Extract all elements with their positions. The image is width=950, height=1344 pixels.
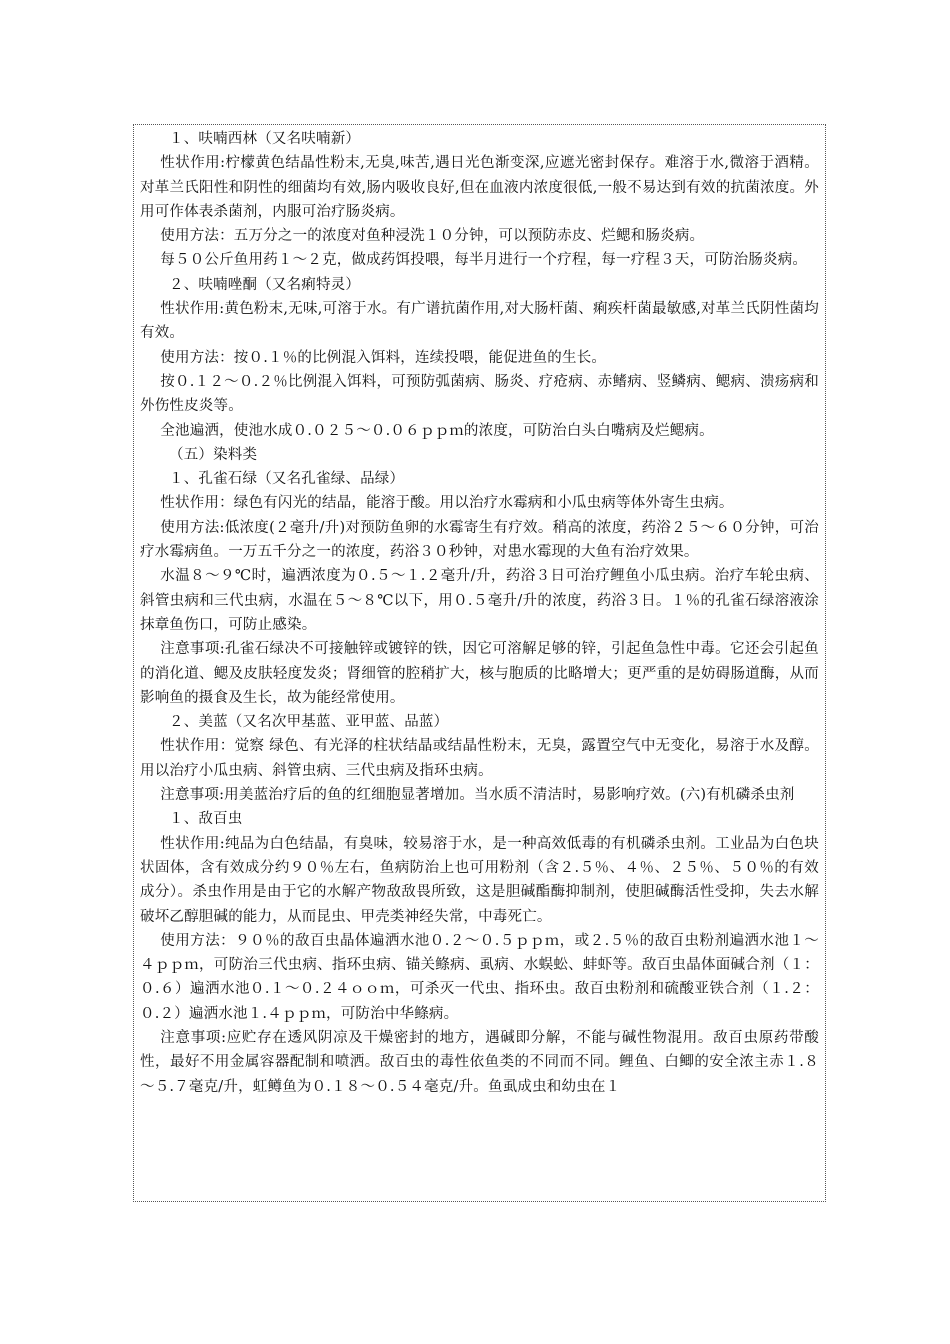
paragraph-trichlorfon-usage: 使用方法：９０％的敌百虫晶体遍洒水池０.２～０.５ｐｐｍ，或２.５％的敌百虫粉剂遍洒水池１～４ｐｐｍ，可防治三代虫病、指环虫病、锚关鲦病、虱病、水蜈蚣、蚌虾等。敌百虫晶体面碱合剂（１：０.６）遍洒水池０.１～０.２４ｏｏｍ，可杀灭一代虫、指环虫。敌百虫粉剂和硫酸亚铁合剂（１.２：０.２）遍洒水池１.４ｐｐｍ，可防治中华鲦病。 <box>140 932 819 1022</box>
paragraph-furazolidone-properties: 性状作用:黄色粉末,无味,可溶于水。有广谱抗菌作用,对大肠杆菌、痢疾杆菌最敏感,对革兰氏阴性菌均有效。 <box>140 301 819 342</box>
paragraph-trichlorfon-properties: 性状作用:纯品为白色结晶，有臭味，较易溶于水，是一种高效低毒的有机磷杀虫剂。工业品为白色块状固体，含有效成分约９０％左右，鱼病防治上也可用粉剂（含２.５％、４％、２５％、５０％的有效成分）。杀虫作用是由于它的水解产物敌敌畏所致，这是胆碱酯酶抑制剂，使胆碱酶活性受抑，失去水解破坏乙醇胆碱的能力，从而昆虫、甲壳类神经失常，中毒死亡。 <box>140 835 819 925</box>
paragraph-furacilin-properties: 性状作用:柠檬黄色结晶性粉末,无臭,味苦,遇日光色渐变深,应遮光密封保存。难溶于水,微溶于酒精。对革兰氏阳性和阴性的细菌均有效,肠内吸收良好,但在血液内浓度很低,一般不易达到有效的抗菌浓度。外用可作体表杀菌剂，内服可治疗肠炎病。 <box>140 155 819 220</box>
paragraph-methylene-properties: 性状作用：觉察 绿色、有光泽的柱状结晶或结晶性粉末，无臭，露置空气中无变化，易溶于水及醇。用以治疗小瓜虫病、斜管虫病、三代虫病及指环虫病。 <box>140 738 819 779</box>
paragraph-methylene-cautions: 注意事项:用美蓝治疗后的鱼的红细胞显著增加。当水质不清洁时，易影响疗效。(六)有机磷杀虫剂 <box>160 787 795 804</box>
paragraph-malachite-temperature: 水温８～９℃时，遍洒浓度为０.５～１.２毫升/升，药浴３日可治疗鲤鱼小瓜虫病。治疗车轮虫病、斜管虫病和三代虫病，水温在５～８℃以下，用０.５毫升/升的浓度，药浴３日。１％的孔雀石绿溶液涂抹章鱼伤口，可防止感染。 <box>140 568 819 633</box>
paragraph-furazolidone-pool: 全池遍洒，使池水成０.０２５～０.０６ｐｐｍ的浓度，可防治白头白嘴病及烂鳃病。 <box>160 422 714 439</box>
heading-furacilin: １、呋喃西林（又名呋喃新） <box>169 131 361 147</box>
paragraph-furazolidone-usage: 使用方法：按０.１％的比例混入饵料，连续投喂，能促进鱼的生长。 <box>160 349 607 366</box>
section-heading-dyes: （五）染料类 <box>169 446 258 463</box>
heading-furazolidone: ２、呋喃唑酮（又名痢特灵） <box>169 276 361 293</box>
paragraph-furacilin-usage: 使用方法：五万分之一的浓度对鱼种浸洗１０分钟，可以预防赤皮、烂鳃和肠炎病。 <box>160 228 705 245</box>
paragraph-furacilin-dosage: 每５０公斤鱼用药１～２克，做成药饵投喂，每半月进行一个疗程，每一疗程３天，可防治肠炎病。 <box>160 252 808 269</box>
paragraph-malachite-cautions: 注意事项:孔雀石绿决不可接触锌或镀锌的铁，因它可溶解足够的锌，引起鱼急性中毒。它还会引起鱼的消化道、鳃及皮肤轻度发炎；肾细管的腔稍扩大，核与胞质的比略增大；更严重的是妨碍肠道酶，从而影响鱼的摄食及生长，故为能经常使用。 <box>140 641 819 706</box>
paragraph-furazolidone-prevention: 按０.１２～０.２％比例混入饵料，可预防弧菌病、肠炎、疗疮病、赤鳍病、竖鳞病、鳃病、溃疡病和外伤性皮炎等。 <box>140 373 819 415</box>
heading-trichlorfon: １、敌百虫 <box>169 811 243 828</box>
paragraph-trichlorfon-cautions: 注意事项:应贮存在透风阴凉及干燥密封的地方，遇碱即分解，不能与碱性物混用。敌百虫原药带酸性，最好不用金属容器配制和喷洒。敌百虫的毒性依鱼类的不同而不同。鲤鱼、白鲫的安全浓主赤１.８～５.７毫克/升，虹鳟鱼为０.１８～０.５４毫克/升。鱼虱成虫和幼虫在１ <box>140 1029 819 1095</box>
content-frame <box>133 124 826 1202</box>
paragraph-malachite-usage: 使用方法:低浓度(２毫升/升)对预防鱼卵的水霉寄生有疗效。稍高的浓度，药浴２５～６０分钟，可治疗水霉病鱼。一万五千分之一的浓度，药浴３０秒钟，对患水霉现的大鱼有治疗效果。 <box>140 519 819 561</box>
heading-methylene-blue: ２、美蓝（又名次甲基蓝、亚甲蓝、品蓝） <box>169 714 449 731</box>
heading-malachite-green: １、孔雀石绿（又名孔雀绿、品绿） <box>169 471 405 488</box>
paragraph-malachite-properties: 性状作用：绿色有闪光的结晶，能溶于酸。用以治疗水霉病和小瓜虫病等体外寄生虫病。 <box>160 495 734 512</box>
